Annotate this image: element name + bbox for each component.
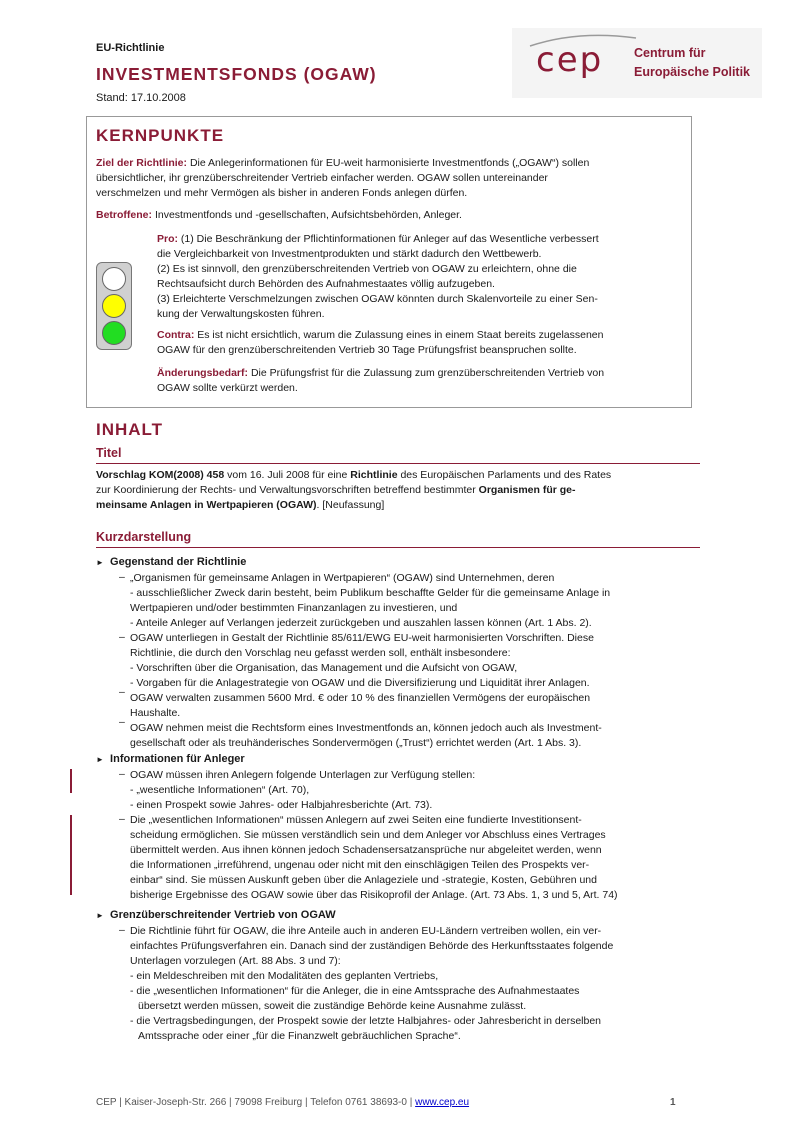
dash-bullet: – xyxy=(119,716,125,728)
body-line: Richtlinie, die durch den Vorschlag neu gefasst werden soll, enthält insbesondere: xyxy=(130,647,511,659)
kurzdarstellung-rule xyxy=(96,547,700,548)
titel-paragraph xyxy=(96,468,700,513)
body-line: - „wesentliche Informationen“ (Art. 70), xyxy=(130,784,310,796)
contra-line: Es ist nicht ersichtlich, warum die Zulassung eines in einem Staat bereits zugelassenen xyxy=(197,329,604,341)
body-line: - ausschließlicher Zweck darin besteht, beim Publikum beschaffte Gelder für die gemeinsame Anlage in xyxy=(130,587,611,599)
bullet-arrow-icon: ► xyxy=(96,755,104,764)
section-informationen-body xyxy=(130,768,700,903)
footer-address: CEP | Kaiser-Joseph-Str. 266 | 79098 Freiburg | Telefon 0761 38693-0 | xyxy=(96,1097,416,1108)
body-line: einbar“ sind. Sie müssen Auskunft geben über die Anlageziele und -strategie, Kosten, Gebühren und xyxy=(130,874,597,886)
pro-line: (3) Erleichterte Verschmelzungen zwischen OGAW könnten durch Skalenvorteile zu einer Sen- xyxy=(157,293,598,305)
body-line: - die Vertragsbedingungen, der Prospekt sowie der letzte Halbjahres- oder Jahresbericht in derselben xyxy=(130,1015,602,1027)
contra-label: Contra: xyxy=(157,329,195,341)
aenderungsbedarf-line: Die Prüfungsfrist für die Zulassung zum grenzüberschreitenden Vertrieb von xyxy=(250,367,605,379)
logo-name-line1: Centrum für xyxy=(634,46,706,60)
section-vertrieb xyxy=(96,909,336,921)
section-gegenstand-body xyxy=(130,571,700,751)
traffic-light-green-lamp xyxy=(102,321,126,345)
body-line: übermittelt werden. Aus ihnen können jedoch Schadensersatzansprüche nur abgeleitet werden, wenn xyxy=(130,844,602,856)
aenderungsbedarf-line: OGAW sollte verkürzt werden. xyxy=(157,382,298,394)
ziel-paragraph xyxy=(96,156,680,201)
bullet-arrow-icon: ► xyxy=(96,558,104,567)
betroffene-paragraph xyxy=(96,208,680,223)
footer-website-link[interactable]: www.cep.eu xyxy=(415,1097,470,1108)
ziel-line: übersichtlicher, ihr grenzüberschreitender Vertrieb einfacher werden. OGAW sollen untereinander xyxy=(96,172,548,184)
titel-bold: Organismen für ge- xyxy=(478,484,576,496)
kurzdarstellung-heading: Kurzdarstellung xyxy=(96,530,192,544)
page-number: 1 xyxy=(670,1097,676,1108)
body-line: - die „wesentlichen Informationen“ für die Anleger, die in eine Amtssprache des Aufnahmestaates xyxy=(130,985,580,997)
section-gegenstand xyxy=(96,556,246,568)
aenderungsbedarf-label: Änderungsbedarf: xyxy=(157,367,249,379)
dash-bullet: – xyxy=(119,686,125,698)
section-title: Informationen für Anleger xyxy=(110,753,245,765)
titel-rule xyxy=(96,463,700,464)
body-line: - Vorschriften über die Organisation, das Management und die Aufsicht von OGAW, xyxy=(130,662,518,674)
titel-text: . [Neufassung] xyxy=(316,499,385,511)
traffic-light-yellow-lamp xyxy=(102,294,126,318)
logo-name-line2: Europäische Politik xyxy=(634,65,751,79)
body-line: scheidung ermöglichen. Sie müssen verständlich sein und dem Anleger vor Abschluss eines Vertrages xyxy=(130,829,606,841)
section-vertrieb-body xyxy=(130,924,700,1044)
section-title: Gegenstand der Richtlinie xyxy=(110,556,247,568)
dash-bullet: – xyxy=(119,813,125,825)
change-bar xyxy=(70,769,72,793)
body-line: OGAW müssen ihren Anlegern folgende Unterlagen zur Verfügung stellen: xyxy=(130,769,476,781)
document-title: INVESTMENTSFONDS (OGAW) xyxy=(96,64,377,84)
body-line: Unterlagen vorzulegen (Art. 88 Abs. 3 und 7): xyxy=(130,955,341,967)
betroffene-text: Investmentfonds und -gesellschaften, Aufsichtsbehörden, Anleger. xyxy=(154,209,462,221)
body-line: Die Richtlinie führt für OGAW, die ihre Anteile auch in anderen EU-Ländern vertreiben wollen, ein ver- xyxy=(130,925,602,937)
titel-bold: meinsame Anlagen in Wertpapieren (OGAW) xyxy=(96,499,317,511)
titel-bold: Vorschlag KOM(2008) 458 xyxy=(96,469,225,481)
betroffene-label: Betroffene: xyxy=(96,209,153,221)
kernpunkte-title: KERNPUNKTE xyxy=(96,126,225,145)
footer xyxy=(96,1097,469,1108)
body-line: OGAW verwalten zusammen 5600 Mrd. € oder 10 % des finanziellen Vermögens der europäischen xyxy=(130,692,591,704)
body-line: - einen Prospekt sowie Jahres- oder Halbjahresberichte (Art. 73). xyxy=(130,799,433,811)
body-line: gesellschaft oder als treuhänderisches Sondervermögen („Trust“) errichtet werden (Art. 1 Abs. 3). xyxy=(130,737,582,749)
body-line: - Vorgaben für die Anlagestrategie von OGAW und die Diversifizierung und Liquidität ihrer Anlagen. xyxy=(130,677,590,689)
body-line: Haushalte. xyxy=(130,707,181,719)
logo-text: cep xyxy=(536,40,604,80)
document-type: EU-Richtlinie xyxy=(96,42,165,54)
body-line: - Anteile Anleger auf Verlangen jederzeit zurückgeben und auszahlen lassen können (Art. 1 Abs. 2). xyxy=(130,617,592,629)
body-line: OGAW unterliegen in Gestalt der Richtlinie 85/611/EWG EU-weit harmonisierten Vorschriften. Diese xyxy=(130,632,594,644)
body-line: einfachtes Prüfungsverfahren ein. Danach sind der zuständigen Behörde des Herkunftsstaates folgende xyxy=(130,940,614,952)
body-line: „Organismen für gemeinsame Anlagen in Wertpapieren“ (OGAW) sind Unternehmen, deren xyxy=(130,572,555,584)
pro-line: kung der Verwaltungskosten führen. xyxy=(157,308,325,320)
aenderungsbedarf-paragraph xyxy=(157,366,673,396)
ziel-line: Die Anlegerinformationen für EU-weit harmonisierte Investmentfonds („OGAW“) sollen xyxy=(189,157,590,169)
pro-line: die Vergleichbarkeit von Investmentprodukten und stärkt dadurch den Wettbewerb. xyxy=(157,248,542,260)
dash-bullet: – xyxy=(119,768,125,780)
ziel-line: verschmelzen und mehr Vermögen als bisher in anderen Fonds anlegen dürfen. xyxy=(96,187,468,199)
inhalt-title: INHALT xyxy=(96,420,164,439)
body-line: übersetzt werden müssen, soweit die zuständige Behörde keine Ausnahme zulässt. xyxy=(138,1000,527,1012)
dash-bullet: – xyxy=(119,631,125,643)
pro-line: Rechtsaufsicht durch Behörden des Aufnahmestaates völlig aufzugeben. xyxy=(157,278,495,290)
bullet-arrow-icon: ► xyxy=(96,911,104,920)
body-line: OGAW nehmen meist die Rechtsform eines Investmentfonds an, können jedoch auch als Investment- xyxy=(130,722,602,734)
pro-line: (2) Es ist sinnvoll, den grenzüberschreitenden Vertrieb von OGAW zu erleichtern, ohne die xyxy=(157,263,577,275)
section-informationen xyxy=(96,753,245,765)
document-date: Stand: 17.10.2008 xyxy=(96,92,186,104)
change-bar xyxy=(70,815,72,895)
body-line: Amtssprache oder einer „für die Finanzwelt gebräuchlichen Sprache“. xyxy=(138,1030,461,1042)
traffic-light-white-lamp xyxy=(102,267,126,291)
pro-line: (1) Die Beschränkung der Pflichtinformationen für Anleger auf das Wesentliche verbessert xyxy=(180,233,599,245)
pro-label: Pro: xyxy=(157,233,178,245)
titel-text: des Europäischen Parlaments und des Rates xyxy=(397,469,612,481)
body-line: Wertpapieren und/oder bestimmten Finanzanlagen zu investieren, und xyxy=(130,602,458,614)
section-title: Grenzüberschreitender Vertrieb von OGAW xyxy=(110,909,336,921)
dash-bullet: – xyxy=(119,924,125,936)
traffic-light-icon xyxy=(96,262,132,350)
titel-bold: Richtlinie xyxy=(350,469,398,481)
body-line: die Informationen „irreführend, ungenau oder nicht mit den einschlägigen Teilen des Prospekts ver- xyxy=(130,859,590,871)
dash-bullet: – xyxy=(119,571,125,583)
body-line: - ein Meldeschreiben mit den Modalitäten des geplanten Vertriebs, xyxy=(130,970,439,982)
titel-heading: Titel xyxy=(96,446,122,460)
body-line: Die „wesentlichen Informationen“ müssen Anlegern auf zwei Seiten eine fundierte Investitionsent- xyxy=(130,814,582,826)
contra-paragraph xyxy=(157,328,673,358)
body-line: bisherige Ergebnisse des OGAW sowie über das Risikoprofil der Anlage. (Art. 73 Abs. 1, 3 und 5, Art. 74) xyxy=(130,889,618,901)
titel-text: zur Koordinierung der Rechts- und Verwaltungsvorschriften betreffend bestimmter xyxy=(96,484,479,496)
pro-paragraph xyxy=(157,232,673,322)
ziel-label: Ziel der Richtlinie: xyxy=(96,157,188,169)
logo-name xyxy=(634,44,750,82)
titel-text: vom 16. Juli 2008 für eine xyxy=(224,469,351,481)
contra-line: OGAW für den grenzüberschreitenden Vertrieb 30 Tage Prüfungsfrist beanspruchen sollte. xyxy=(157,344,577,356)
